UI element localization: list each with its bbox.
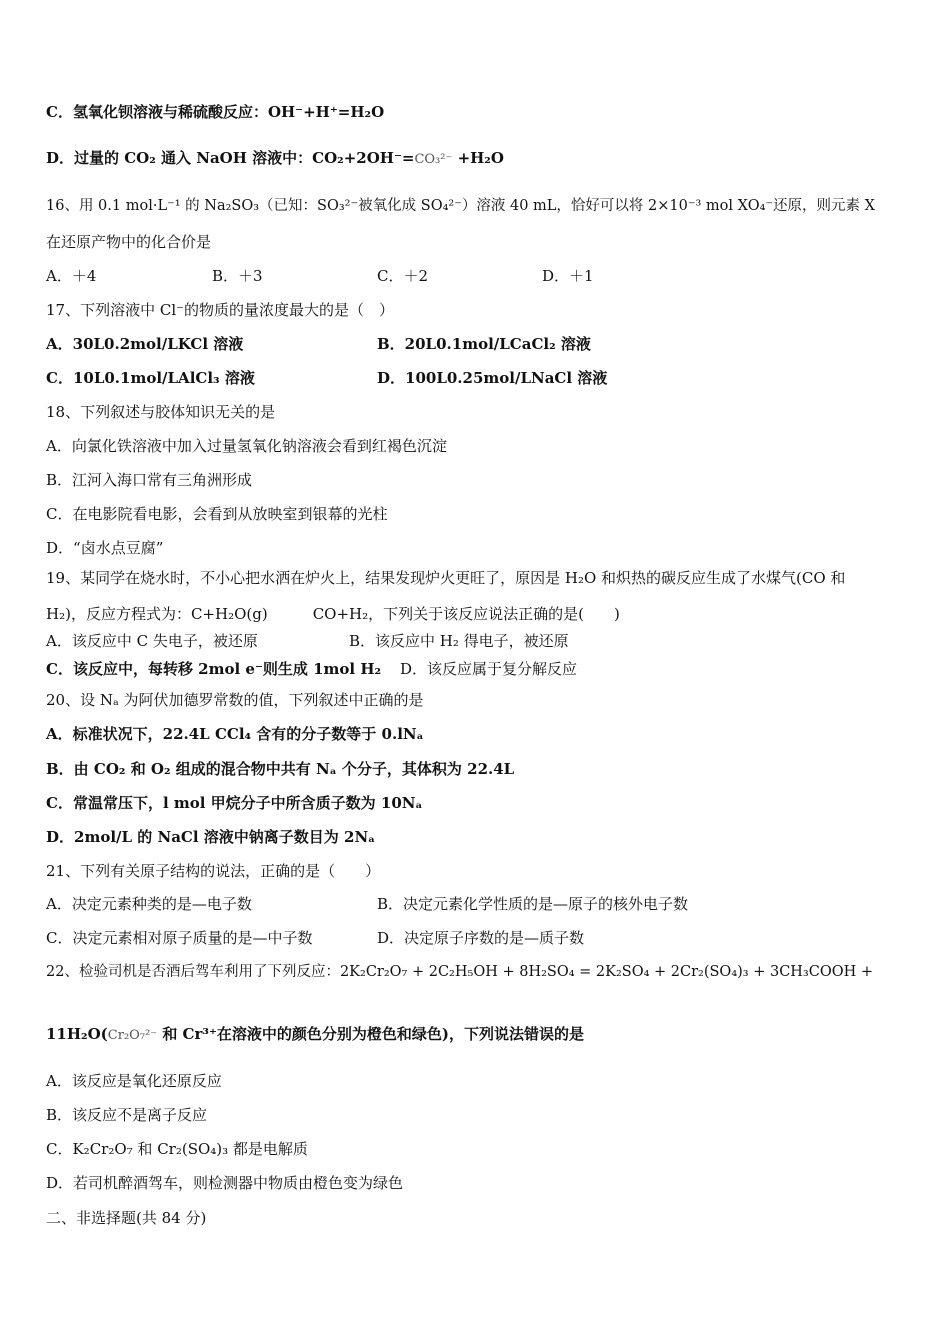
section-2-heading: 二、非选择题(共 84 分): [46, 1209, 207, 1227]
q21-option-b: B．决定元素化学性质的是—原子的核外电子数: [377, 895, 689, 913]
q17-options-row1: [46, 334, 906, 354]
q16-options: [46, 266, 906, 286]
q21-stem: 21、下列有关原子结构的说法，正确的是（ ）: [46, 862, 381, 880]
q18-option-d: D．“卤水点豆腐”: [46, 539, 164, 557]
q19-option-a: A．该反应中 C 失电子，被还原: [46, 632, 258, 650]
q19-option-c: C．该反应中，每转移 2mol e⁻则生成 1mol H₂: [46, 660, 382, 678]
q17-option-d: D．100L0.25mol/LNaCl 溶液: [377, 369, 608, 387]
q20-option-d: D．2mol/L 的 NaCl 溶液中钠离子数目为 2Nₐ: [46, 828, 376, 846]
q17-option-a: A．30L0.2mol/LKCl 溶液: [46, 335, 244, 353]
q22-stem-line2-text: 11H₂O(: [46, 1025, 108, 1043]
q20-option-c: C．常温常压下，l mol 甲烷分子中所含质子数为 10Nₐ: [46, 794, 423, 812]
q19-options-row1: [46, 631, 906, 651]
q19-option-b: B．该反应中 H₂ 得电子，被还原: [349, 632, 569, 650]
q17-option-b: B．20L0.1mol/LCaCl₂ 溶液: [377, 335, 591, 353]
q18-option-a: A．向氯化铁溶液中加入过量氢氧化钠溶液会看到红褐色沉淀: [46, 437, 447, 455]
q16-option-c: C．＋2: [377, 267, 429, 285]
q21-options-row2: [46, 928, 906, 948]
q15-option-d-formula: CO₃²⁻: [414, 152, 453, 167]
q21-option-a: A．决定元素种类的是—电子数: [46, 895, 252, 913]
q16-option-a: A．＋4: [46, 267, 97, 285]
q21-option-c: C．决定元素相对原子质量的是—中子数: [46, 929, 313, 947]
q21-option-d: D．决定原子序数的是—质子数: [377, 929, 585, 947]
q15-option-d-text: D．过量的 CO₂ 通入 NaOH 溶液中：CO₂+2OH⁻=: [46, 149, 415, 167]
q22-option-c: C．K₂Cr₂O₇ 和 Cr₂(SO₄)₃ 都是电解质: [46, 1140, 308, 1158]
q22-stem-line2-tail: 和 Cr³⁺在溶液中的颜色分别为橙色和绿色)，下列说法错误的是: [157, 1025, 584, 1043]
q17-options-row2: [46, 368, 906, 388]
q16-option-d: D．＋1: [542, 267, 594, 285]
q20-option-b: B．由 CO₂ 和 O₂ 组成的混合物中共有 Nₐ 个分子，其体积为 22.4L: [46, 760, 515, 778]
q15-option-d-tail: +H₂O: [452, 149, 504, 167]
q22-option-d: D．若司机醉酒驾车，则检测器中物质由橙色变为绿色: [46, 1174, 404, 1192]
q19-stem-line1: 19、某同学在烧水时，不小心把水洒在炉火上，结果发现炉火更旺了，原因是 H₂O 和炽热的碳反应生成了水煤气(CO 和: [46, 569, 846, 587]
q16-option-b: B．＋3: [212, 267, 263, 285]
q19-option-d: D．该反应属于复分解反应: [400, 660, 578, 678]
q17-option-c: C．10L0.1mol/LAlCl₃ 溶液: [46, 369, 255, 387]
q16-stem-line1: 16、用 0.1 mol·L⁻¹ 的 Na₂SO₃（已知：SO₃²⁻被氧化成 SO₄²⁻）溶液 40 mL，恰好可以将 2×10⁻³ mol XO₄⁻还原，则元素 X: [46, 198, 875, 214]
q21-options-row1: [46, 894, 906, 914]
q22-option-b: B．该反应不是离子反应: [46, 1106, 208, 1124]
q20-stem: 20、设 Nₐ 为阿伏加德罗常数的值，下列叙述中正确的是: [46, 691, 424, 709]
q22-option-a: A．该反应是氧化还原反应: [46, 1072, 222, 1090]
q19-options-row2: [46, 659, 906, 679]
q17-stem: 17、下列溶液中 Cl⁻的物质的量浓度最大的是（ ）: [46, 301, 395, 319]
q18-stem: 18、下列叙述与胶体知识无关的是: [46, 403, 276, 421]
q18-option-c: C．在电影院看电影，会看到从放映室到银幕的光柱: [46, 505, 388, 523]
q18-option-b: B．江河入海口常有三角洲形成: [46, 471, 253, 489]
q22-stem-line1: 22、检验司机是否酒后驾车利用了下列反应：2K₂Cr₂O₇ + 2C₂H₅OH + 8H₂SO₄ = 2K₂SO₄ + 2Cr₂(SO₄)₃ + 3CH₃COOH +: [46, 964, 874, 980]
q22-stem-line2-formula: Cr₂O₇²⁻: [107, 1028, 158, 1043]
q19-stem-line2: H₂)，反应方程式为：C+H₂O(g) CO+H₂，下列关于该反应说法正确的是( ): [46, 605, 620, 623]
q20-option-a: A．标准状况下，22.4L CCl₄ 含有的分子数等于 0.lNₐ: [46, 725, 424, 743]
q16-stem-line2: 在还原产物中的化合价是: [46, 233, 212, 251]
q22-stem-line2: [46, 1024, 584, 1046]
q15-option-d: [46, 148, 504, 170]
q15-option-c: C．氢氧化钡溶液与稀硫酸反应：OH⁻+H⁺=H₂O: [46, 103, 385, 121]
